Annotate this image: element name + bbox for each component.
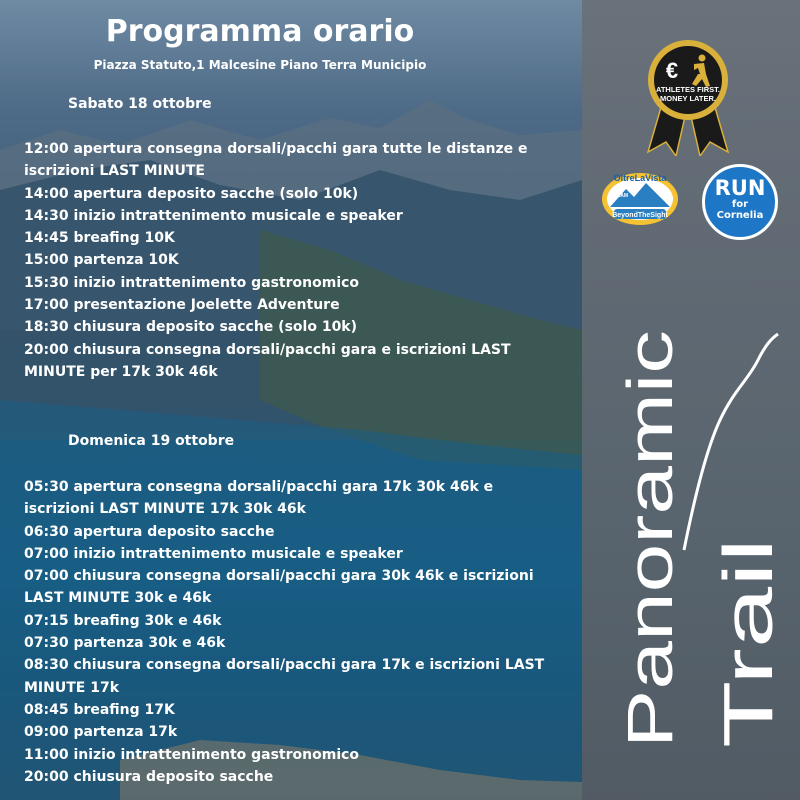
badge-text-line1: ATHLETES FIRST. (655, 85, 721, 94)
schedule-line: 14:45 breafing 10K (24, 230, 175, 247)
schedule-line: 15:30 inizio intrattenimento gastronomico (24, 274, 360, 291)
schedule-line: iscrizioni LAST MINUTE 17k 30k 46k (24, 501, 306, 518)
schedule-line: iscrizioni LAST MINUTE (24, 163, 205, 180)
schedule-line: 07:00 inizio intrattenimento musicale e speaker (24, 545, 403, 562)
saturday-schedule (24, 138, 576, 383)
schedule-line: 20:00 chiusura consegna dorsali/pacchi gara e iscrizioni LAST (24, 341, 511, 358)
run-for-cornelia-logo (702, 164, 778, 240)
badge-text-line2: MONEY LATER. (660, 94, 716, 103)
schedule-line: 07:15 breafing 30k e 46k (24, 612, 222, 629)
page-subtitle: Piazza Statuto,1 Malcesine Piano Terra Municipio (93, 58, 427, 72)
page-title: Programma orario (105, 14, 415, 49)
schedule-line: 08:45 breafing 17K (24, 701, 175, 718)
run-cornelia-text: Cornelia (716, 210, 764, 221)
athletes-first-badge-logo (640, 34, 736, 156)
oltre-top-text: OltreLaVista (613, 173, 667, 183)
schedule-line: 07:30 partenza 30k e 46k (24, 635, 226, 652)
panoramic-trail-wordmark (598, 300, 798, 780)
saturday-heading: Sabato 18 ottobre (68, 96, 212, 112)
oltre-team-text: TEAM (613, 193, 629, 199)
schedule-line: 05:30 apertura consegna dorsali/pacchi gara 17k 30k 46k e (24, 479, 494, 495)
wordmark-trail: Trail (709, 614, 787, 748)
schedule-line: MINUTE per 17k 30k 46k (24, 363, 218, 380)
schedule-line: 07:00 chiusura consegna dorsali/pacchi gara 30k 46k e iscrizioni (24, 568, 534, 585)
schedule-line: 09:00 partenza 17k (24, 724, 178, 741)
schedule-line: 14:00 apertura deposito sacche (solo 10k) (24, 185, 359, 202)
sunday-schedule (24, 476, 576, 788)
schedule-line: 08:30 chiusura consegna dorsali/pacchi gara 17k e iscrizioni LAST (24, 657, 545, 674)
run-text: RUN (714, 176, 766, 200)
schedule-line: 17:00 presentazione Joelette Adventure (24, 297, 340, 314)
schedule-line: 11:00 inizio intrattenimento gastronomico (24, 746, 360, 763)
wordmark-panoramic: Panoramic (614, 442, 686, 748)
schedule-line: 18:30 chiusura deposito sacche (solo 10k) (24, 319, 358, 336)
oltre-bottom-text: BeyondTheSight (612, 212, 668, 219)
oltrelavista-logo (600, 167, 680, 227)
schedule-line: MINUTE 17k (24, 679, 120, 696)
schedule-line: 15:00 partenza 10K (24, 252, 179, 269)
badge-euro-symbol: € (665, 58, 679, 83)
schedule-line: LAST MINUTE 30k e 46k (24, 590, 212, 607)
schedule-line: 12:00 apertura consegna dorsali/pacchi gara tutte le distanze e (24, 141, 528, 157)
schedule-line: 06:30 apertura deposito sacche (24, 523, 275, 540)
schedule-line: 20:00 chiusura deposito sacche (24, 768, 274, 785)
sunday-heading: Domenica 19 ottobre (68, 433, 235, 449)
mountain-line-icon (684, 334, 778, 550)
schedule-line: 14:30 inizio intrattenimento musicale e speaker (24, 207, 403, 224)
run-for-text: for (731, 199, 749, 210)
